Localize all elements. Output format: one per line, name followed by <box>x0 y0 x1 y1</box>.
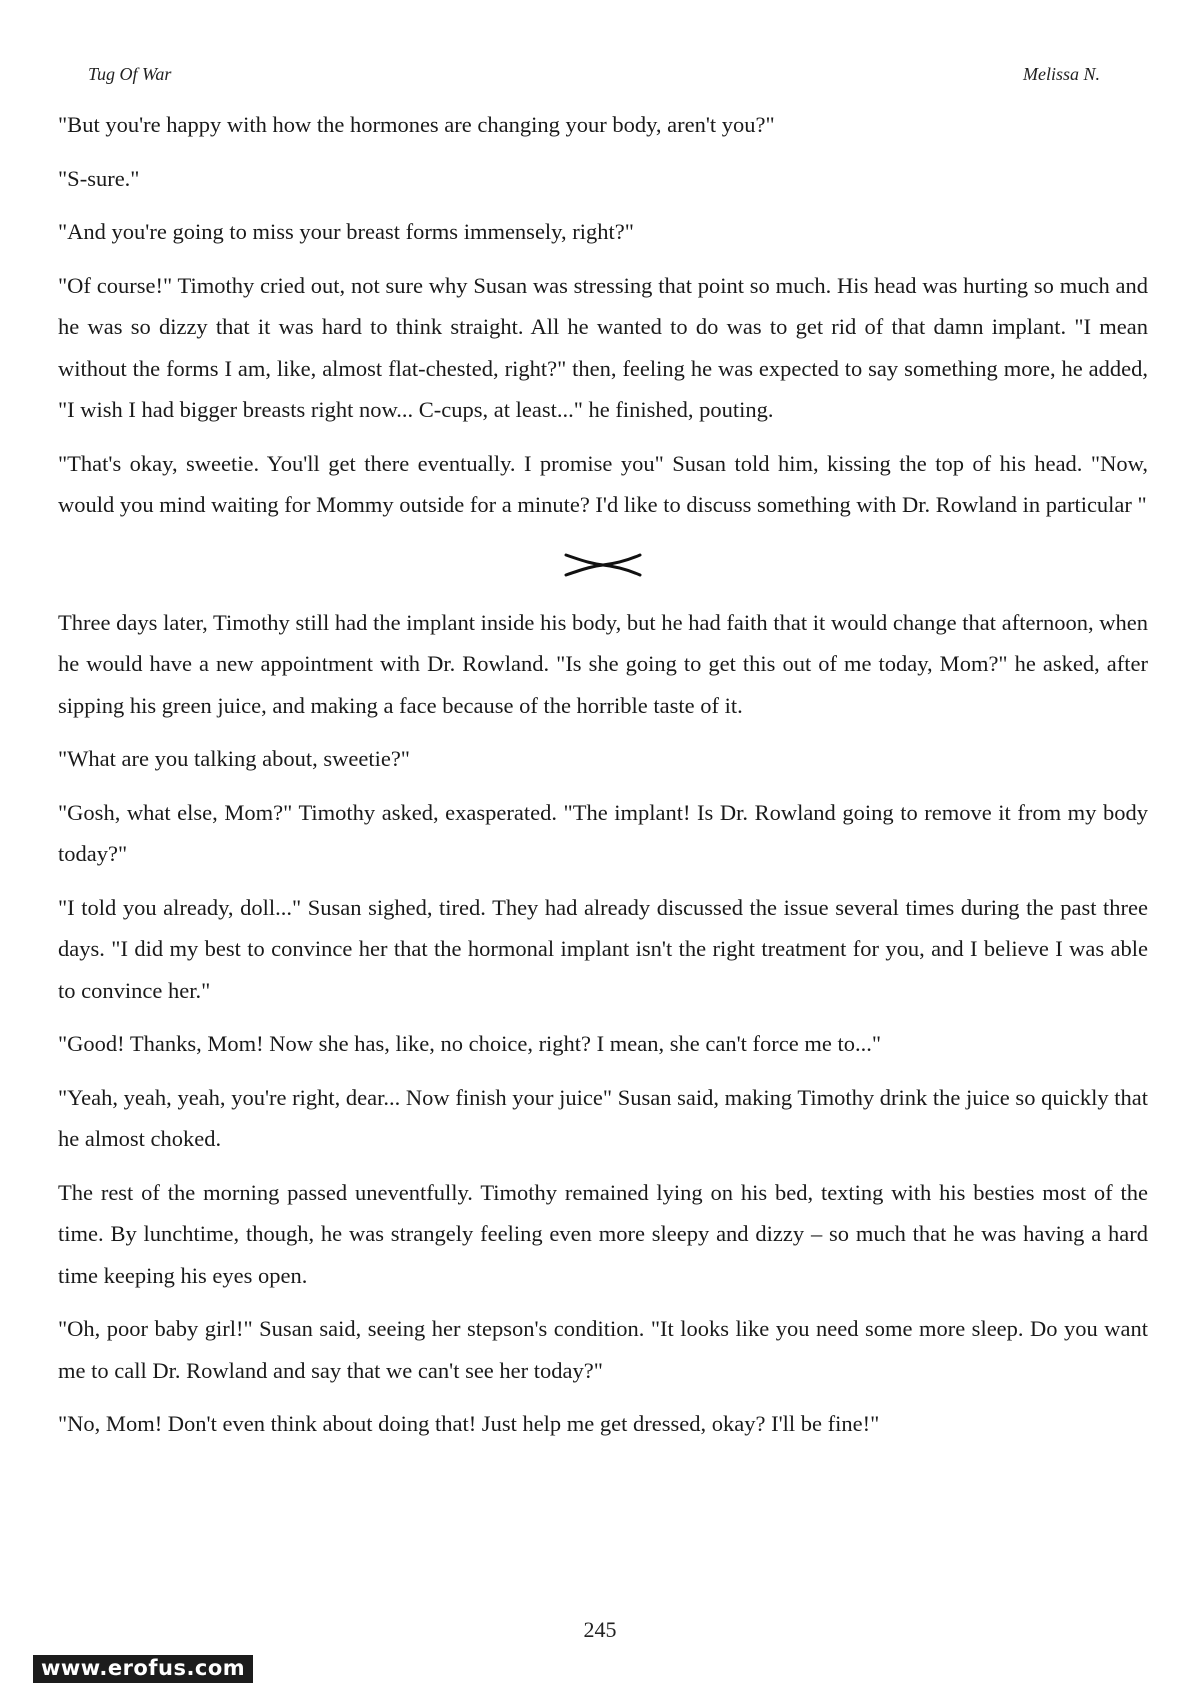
page-body <box>58 104 1148 1457</box>
paragraph: The rest of the morning passed uneventfully. Timothy remained lying on his bed, texting with his besties most of the time. By lunchtime, though, he was strangely feeling even more sleepy and dizzy – so much that he was having a hard time keeping his eyes open. <box>58 1179 1148 1288</box>
paragraph: "What are you talking about, sweetie?" <box>58 746 410 771</box>
scene-break-ornament-icon <box>564 553 642 577</box>
paragraph: "No, Mom! Don't even think about doing that! Just help me get dressed, okay? I'll be fine!" <box>58 1411 880 1436</box>
paragraph: "But you're happy with how the hormones are changing your body, aren't you?" <box>58 112 775 137</box>
author-name: Melissa N. <box>1022 64 1100 84</box>
paragraph: "S-sure." <box>58 165 140 191</box>
paragraph: "And you're going to miss your breast forms immensely, right?" <box>58 219 634 244</box>
watermark-link[interactable]: www.erofus.com <box>33 1655 253 1683</box>
scene-break <box>58 536 1148 594</box>
paragraph: "Yeah, yeah, yeah, you're right, dear... Now finish your juice" Susan said, making Timothy drink the juice so quickly that he almost choked. <box>58 1084 1148 1151</box>
paragraph: "Gosh, what else, Mom?" Timothy asked, exasperated. "The implant! Is Dr. Rowland going to remove it from my body today?" <box>58 799 1148 866</box>
paragraph: "Good! Thanks, Mom! Now she has, like, no choice, right? I mean, she can't force me to..." <box>58 1031 882 1056</box>
page-number: 245 <box>583 1617 617 1642</box>
paragraph: "I told you already, doll..." Susan sighed, tired. They had already discussed the issue several times during the past three days. "I did my best to convince her that the hormonal implant isn't the right treatment for you, and I believe I was able to convince her." <box>58 894 1148 1003</box>
paragraph: Three days later, Timothy still had the implant inside his body, but he had faith that it would change that afternoon, when he would have a new appointment with Dr. Rowland. "Is she going to get this out of me today, Mom?" he asked, after sipping his green juice, and making a face because of the horrible taste of it. <box>58 609 1148 718</box>
paragraph: "Oh, poor baby girl!" Susan said, seeing her stepson's condition. "It looks like you need some more sleep. Do you want me to call Dr. Rowland and say that we can't see her today?" <box>58 1316 1148 1383</box>
book-title: Tug Of War <box>88 64 172 84</box>
paragraph: "Of course!" Timothy cried out, not sure why Susan was stressing that point so much. His head was hurting so much and he was so dizzy that it was hard to think straight. All he wanted to do was to get rid of that damn implant. "I mean without the forms I am, like, almost flat-chested, right?" then, feeling he was expected to say something more, he added, "I wish I had bigger breasts right now... C-cups, at least..." he finished, pouting. <box>58 272 1148 422</box>
paragraph: "That's okay, sweetie. You'll get there eventually. I promise you" Susan told him, kissing the top of his head. "Now, would you mind waiting for Mommy outside for a minute? I'd like to discuss something with Dr. Rowland in particular " <box>58 450 1148 517</box>
